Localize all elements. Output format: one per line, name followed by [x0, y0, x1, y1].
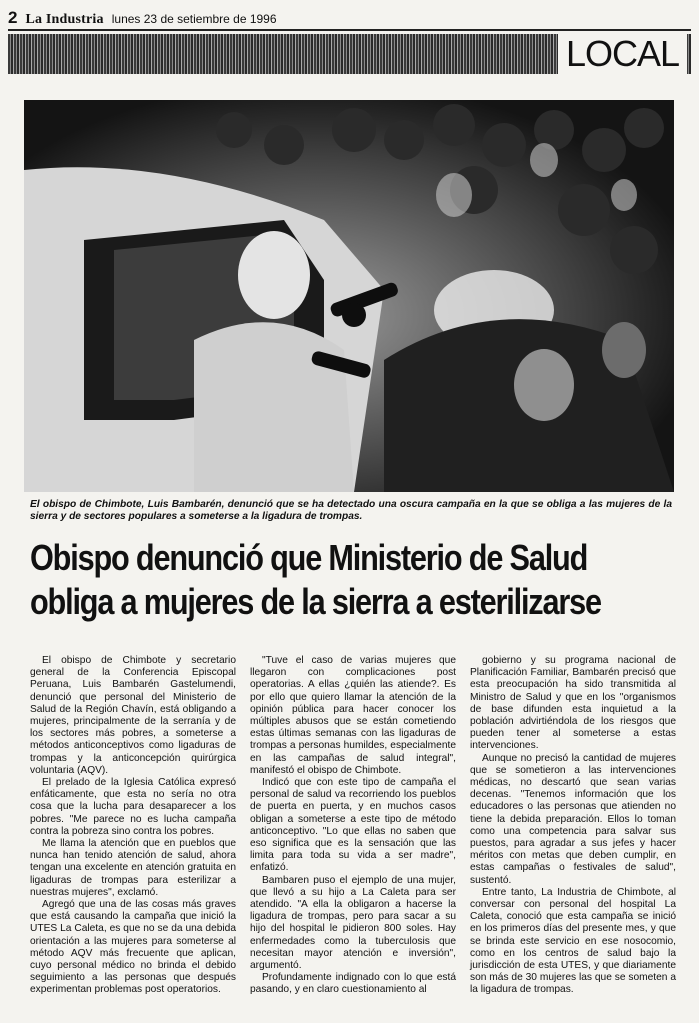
paragraph: gobierno y su programa nacional de Planificación Familiar, Bambarén precisó que esta preocupación ha sido transmitida al Ministro de Salud y que en los "organismos de base difunden esta inquietud a la población advirtiéndola de los riesgos que pueden tener al someterse a estas intervenciones.	[470, 655, 676, 752]
newspaper-name: La Industria	[25, 12, 104, 27]
paragraph: El obispo de Chimbote y secretario general de la Conferencia Episcopal Peruana, Luis Bambarén Gastelumendi, denunció que personal del Ministerio de Salud de la Región Chavín, está obligando a mujeres, principalmente de la serranía y de los sectores más pobres, a someterse a métodos anticonceptivos como ligaduras de trompas y la anticoncepción quirúrgica voluntaria (AQV).	[30, 655, 236, 776]
paragraph: Profundamente indignado con lo que está pasando, y en claro cuestionamiento al	[250, 972, 456, 996]
paragraph: Aunque no precisó la cantidad de mujeres que se sometieron a las intervenciones médicas, no descartó que sean varias decenas. "Tenemos información que los educadores o las personas que atienden no tiene la debida preparación. Ellos lo toman como una competencia para salvar sus puestos, para agradar a sus jefes y hacer méritos con metas que deben cumplir, en estas campañas o festivales de salud", sustentó.	[470, 752, 676, 886]
news-photo	[24, 100, 674, 492]
photo-caption: El obispo de Chimbote, Luis Bambarén, denunció que se ha detectado una oscura campaña en la que se obliga a las mujeres de la sierra y de sectores populares a someterse a la ligadura de trompas.	[30, 499, 672, 522]
section-label: LOCAL	[558, 34, 687, 74]
headline-line-2: obliga a mujeres de la sierra a esterilizarse	[30, 581, 601, 622]
article-column-1	[30, 655, 236, 997]
headline-line-1: Obispo denunció que Ministerio de Salud	[30, 537, 588, 578]
article-column-3	[470, 655, 676, 997]
paragraph: Bambaren puso el ejemplo de una mujer, que llevó a su hijo a La Caleta para ser atendido. "A ella la obligaron a hacerse la ligadura de trompas, pero para sacar a su hijo del hospital le pidieron 800 soles. Hay enfermedades como la tuberculosis que necesitan mayor atención e inversión", argumentó.	[250, 874, 456, 972]
paragraph: El prelado de la Iglesia Católica expresó enfáticamente, que esta no sería no otra cosa que la lucha para desaparecer a los pobres. "Me parece no es lucha campaña contra la pobreza sino contra los pobres.	[30, 777, 236, 837]
page-number: 2	[8, 8, 18, 27]
article-body	[30, 655, 678, 997]
paragraph: Agregó que una de las cosas más graves que está causando la campaña que inició la UTES La Caleta, es que no se da una debida orientación a las mujeres para someterse al método AQV más frecuente que aplican, cuyo personal médico no brinda el debido seguimiento a las personas que después experimentan problemas post operatorios.	[30, 899, 236, 996]
headline	[30, 536, 601, 624]
paragraph: "Tuve el caso de varias mujeres que llegaron con complicaciones post operatorias. A ellas ¿quién las atiende?. Es por ello que quiero llamar la atención de la opinión pública para hacer conocer los múltiples abusos que se están cometiendo estas últimas semanas con las ligaduras de trompas a personas humildes, especialmente en las campañas de salud integral", manifestó el obispo de Chimbote.	[250, 655, 456, 776]
article-column-2	[250, 655, 456, 997]
issue-date: lunes 23 de setiembre de 1996	[111, 12, 277, 26]
paragraph: Me llama la atención que en pueblos que nunca han tenido atención de salud, ahora tengan una excelente en atención gratuita en ligaduras de trompas para esterilizar a nuestras mujeres", exclamó.	[30, 838, 236, 898]
paragraph: Indicó que con este tipo de campaña el personal de salud va recorriendo los pueblos de puerta en puerta, y en muchos casos obligan a someterse a este tipo de método anticonceptivo. "Lo que ellas no saben que eso significa que es la sensación que las limita para toda su vida a ser madre", enfatizó.	[250, 777, 456, 874]
header-rule	[8, 29, 691, 31]
paragraph: Entre tanto, La Industria de Chimbote, al conversar con personal del hospital La Caleta, conoció que esta campaña se inició en los primeros días del presente mes, y que se brinda este servicio en ese nosocomio, como en los centros de salud bajo la jurisdicción de esta UTES, y que diariamente son más de 30 mujeres las que se someten a la ligadura de trompas.	[470, 886, 676, 996]
